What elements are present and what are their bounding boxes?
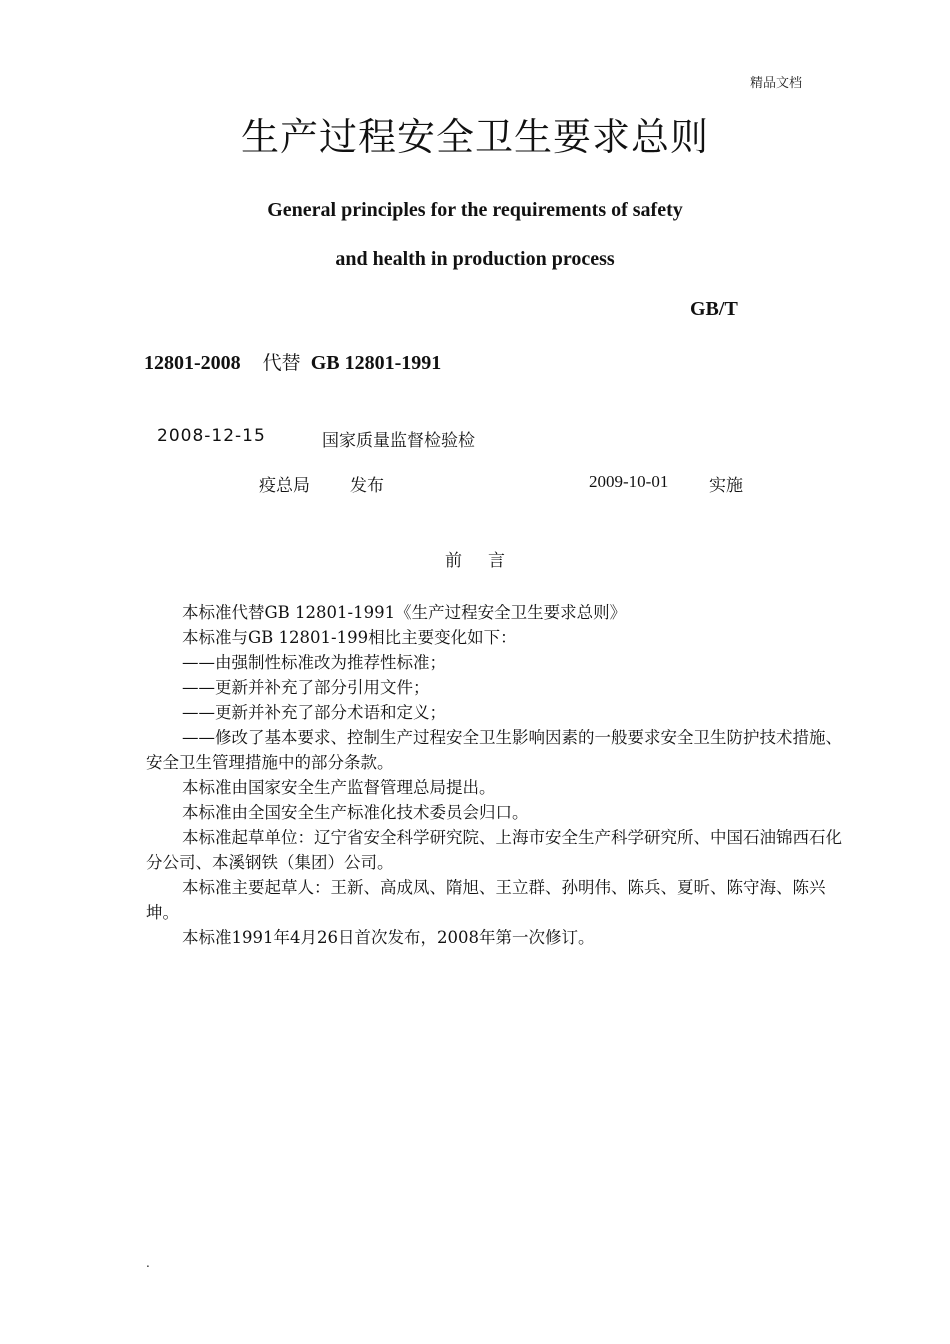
- publish-date: 2008-12-15: [157, 426, 266, 446]
- publish-label: 发布: [350, 476, 384, 496]
- paragraph: 本标准代替GB 12801-1991《生产过程安全卫生要求总则》: [182, 603, 627, 622]
- issuer-line1: 国家质量监督检验检: [322, 431, 475, 451]
- document-title-chinese: 生产过程安全卫生要求总则: [240, 115, 709, 159]
- replaced-standard: GB 12801-1991: [310, 352, 442, 374]
- list-item: ——修改了基本要求、控制生产过程安全卫生影响因素的一般要求安全卫生防护技术措施、安全卫生管理措施中的部分条款。: [146, 728, 842, 772]
- paragraph: 本标准1991年4月26日首次发布，2008年第一次修订。: [182, 928, 595, 947]
- document-title-english-line2: and health in production process: [335, 248, 615, 270]
- implement-date: 2009-10-01: [589, 472, 669, 491]
- standard-number-line: [144, 348, 441, 375]
- paragraph: 本标准起草单位：辽宁省安全科学研究院、上海市安全生产科学研究所、中国石油锦西石化分公司、本溪钢铁（集团）公司。: [146, 828, 842, 872]
- list-item: ——更新并补充了部分术语和定义；: [182, 703, 446, 722]
- replaces-label: 代替: [262, 352, 301, 374]
- paragraph: 本标准由全国安全生产标准化技术委员会归口。: [182, 803, 529, 822]
- document-title-english-line1: General principles for the requirements of safety: [267, 199, 683, 221]
- header-watermark-text: 精品文档: [750, 76, 803, 91]
- foreword-heading: 前言: [445, 551, 531, 571]
- implement-label: 实施: [709, 476, 743, 496]
- list-item: ——由强制性标准改为推荐性标准；: [182, 653, 446, 672]
- foreword-body: [146, 600, 846, 950]
- standard-number: 12801-2008: [144, 352, 241, 374]
- standard-prefix: GB/T: [690, 298, 738, 320]
- issuer-line2: 疫总局: [259, 476, 310, 496]
- paragraph: 本标准与GB 12801-199相比主要变化如下：: [182, 628, 517, 647]
- paragraph: 本标准主要起草人：王新、高成凤、隋旭、王立群、孙明伟、陈兵、夏昕、陈守海、陈兴坤。: [146, 878, 826, 922]
- footer-mark: .: [146, 1256, 150, 1270]
- list-item: ——更新并补充了部分引用文件；: [182, 678, 430, 697]
- paragraph: 本标准由国家安全生产监督管理总局提出。: [182, 778, 496, 797]
